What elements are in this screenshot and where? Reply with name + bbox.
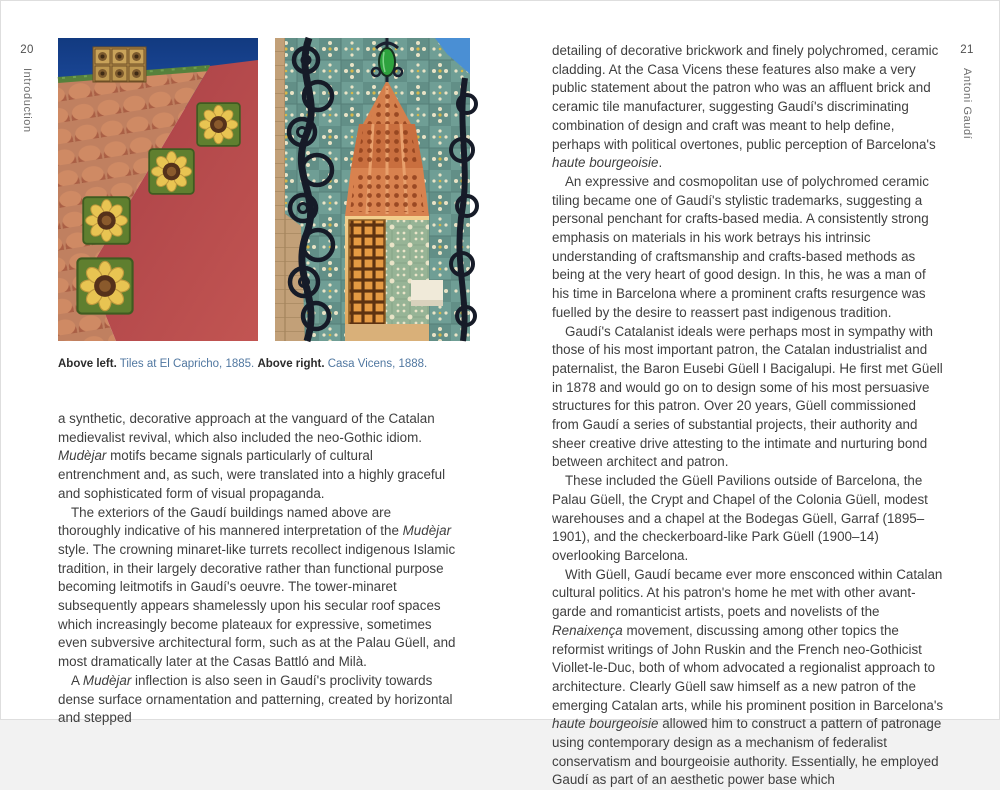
body-paragraph: Gaudí's Catalanist ideals were perhaps most in sympathy with those of his most important patron, the Catalan industrialist and paternalist, the Baron Eusebi Güell I Bacigalupi. He first met Güell in 1878 and would go on to design some of his most persuasive structures for this patron. Over 20 years, Güell commissioned from Gaudí a series of substantial projects, their authority and sheer creative drive attesting to the intimate and nurturing bond between architect and patron. (552, 323, 943, 470)
body-paragraph: The exteriors of the Gaudí buildings named above are thoroughly indicative of his mannered interpretation of the Mudèjar style. The crowning minaret-like turrets recollect indigenous Islamic tradition, in their largely decorative rather than functional purpose becoming leitmotifs in Gaudí's oeuvre. The tower-minaret subsequently appears shamelessly upon his secular roof spaces which increasingly become plateaux for expressive, sometimes even subversive architectural form, such as at the Palau Güell, and most dramatically later at the Casas Battló and Milà. (58, 504, 456, 670)
left-page-body (58, 410, 456, 728)
figure-caption: Above left. Tiles at El Capricho, 1885. Above right. Casa Vicens, 1888. (58, 358, 428, 370)
right-page-body (552, 42, 946, 790)
left-page-number: 20 (20, 44, 34, 56)
body-paragraph: a synthetic, decorative approach at the vanguard of the Catalan medievalist revival, which also included the neo-Gothic idiom. Mudèjar motifs became signals particularly of cultural entrenchment and, as such, were translated into a highly graceful and sophisticated form of visual propaganda. (58, 411, 446, 501)
figure-casa-vicens-photo (275, 38, 470, 341)
body-paragraph: A Mudèjar inflection is also seen in Gaudí's proclivity towards dense surface ornamentation and patterning, created by horizontal and stepped (58, 672, 453, 726)
right-page-margin (958, 44, 976, 144)
casa-vicens-illustration (275, 38, 470, 341)
left-margin-label: Introduction (21, 68, 33, 133)
body-paragraph: An expressive and cosmopolitan use of polychromed ceramic tiling became one of Gaudí's stylistic trademarks, suggesting a personal penchant for crafts-based media. A consistently strong emphasis on materials in his work betrays his intrinsic understanding of craftsmanship and crafts-based methods as being at the very heart of good design. In this, he was a man of his time in Barcelona where a prominent crafts resurgence was fuelled by the desire to reassert past indigenous tradition. (552, 173, 929, 320)
left-page-margin (18, 44, 36, 138)
ridge-tile-cube (93, 47, 146, 82)
right-page-number: 21 (960, 44, 974, 56)
body-paragraph: detailing of decorative brickwork and finely polychromed, ceramic cladding. At the Casa Vicens these features also make a very public statement about the patron who was an affluent brick and ceramic tile manufacturer, suggesting Gaudí's discriminating combination of design and craft was meant to help define, perhaps with political overtones, public perception of Barcelona's haute bourgeoisie. (552, 43, 939, 171)
el-capricho-illustration (58, 38, 258, 341)
figure-el-capricho-photo (58, 38, 258, 341)
body-paragraph: These included the Güell Pavilions outside of Barcelona, the Palau Güell, the Crypt and Chapel of the Colonia Güell, modest warehouses and a chapel at the Bodegas Güell, Garraf (1895–1901), and the checkerboard-like Park Güell (1900–14) overlooking Barcelona. (552, 473, 928, 563)
right-margin-label: Antoni Gaudí (961, 68, 973, 140)
body-paragraph: With Güell, Gaudí became ever more ensconced within Catalan cultural politics. At his patron's home he met with other avant-garde and romanticist artists, poets and novelists of the Renaixença movement, discussing among other topics the reformist writings of John Ruskin and the French neo-Gothicist Viollet-le-Duc, both of whom advocated a regionalist approach to architecture. Clearly Güell saw himself as a new patron of the emerging Catalan arts, while his prominent position in Barcelona's haute bourgeoisie allowed him to construct a pattern of patronage using contemporary design as a mechanism of federalist conservatism and bourgeoisie authority. Essentially, he employed Gaudí as part of an aesthetic power base which (552, 566, 944, 788)
